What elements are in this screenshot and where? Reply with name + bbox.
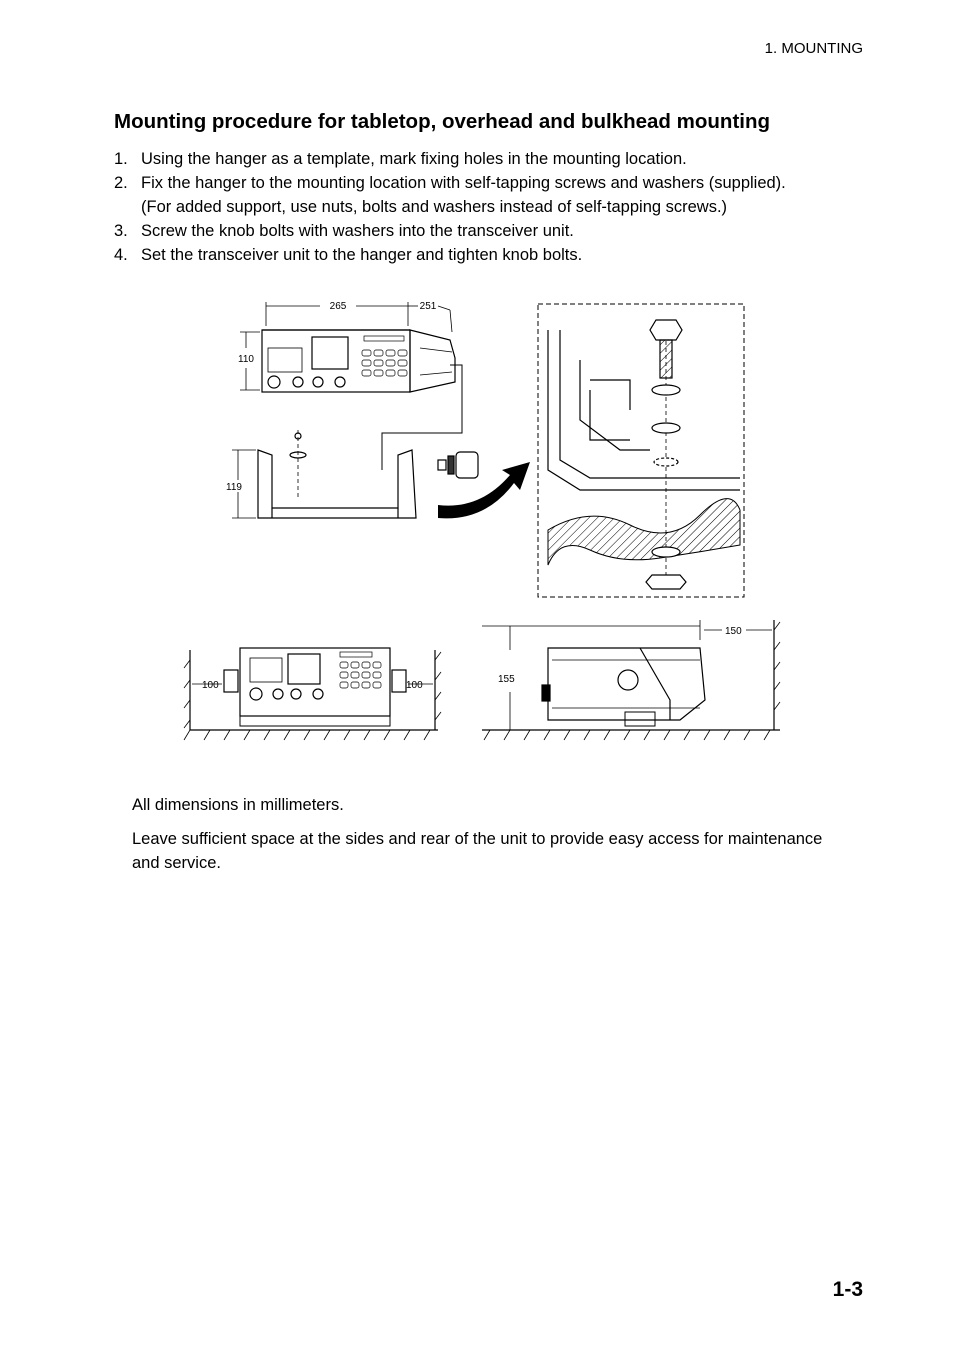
dimension-label-side-right: 100 <box>406 680 423 691</box>
dimension-label-height: 110 <box>238 354 254 365</box>
dimension-label-depth: 251 <box>419 301 437 312</box>
dimension-label-side-left: 100 <box>202 680 219 691</box>
bolt-detail-view <box>538 304 744 597</box>
rear-clearance-view <box>482 620 780 740</box>
step-number: 2. <box>114 174 128 192</box>
dimension-label-clear-height: 155 <box>498 674 515 685</box>
side-clearance-view <box>184 648 441 740</box>
step-number: 1. <box>114 150 128 168</box>
step-text: Using the hanger as a template, mark fixing holes in the mounting location. <box>141 150 687 168</box>
knob-bolt-icon <box>438 452 478 478</box>
step-text: Set the transceiver unit to the hanger and tighten knob bolts. <box>141 246 583 264</box>
step-number: 3. <box>114 222 128 240</box>
list-item <box>114 171 874 219</box>
access-note: Leave sufficient space at the sides and rear of the unit to provide easy access for maintenance and service. <box>132 830 823 872</box>
transceiver-unit-top <box>262 330 455 392</box>
list-item <box>114 243 874 267</box>
list-item <box>114 147 874 171</box>
dimension-label-width: 265 <box>329 301 347 312</box>
dimensions-note: All dimensions in millimeters. <box>132 796 344 814</box>
dimension-label-rear: 150 <box>725 626 742 637</box>
chapter-header: 1. MOUNTING <box>764 40 863 57</box>
connector-line <box>382 365 462 470</box>
hanger-bracket <box>258 430 416 518</box>
mounting-diagram <box>180 290 790 750</box>
step-text: Fix the hanger to the mounting location with self-tapping screws and washers (supplied). <box>141 174 786 192</box>
procedure-list <box>114 147 874 267</box>
page-number: 1-3 <box>832 1278 863 1301</box>
section-title: Mounting procedure for tabletop, overhead and bulkhead mounting <box>114 110 771 133</box>
step-text: Screw the knob bolts with washers into the transceiver unit. <box>141 222 574 240</box>
list-item <box>114 219 874 243</box>
step-number: 4. <box>114 246 128 264</box>
dimension-label-hanger: 119 <box>226 482 242 493</box>
step-text-note: (For added support, use nuts, bolts and washers instead of self-tapping screws.) <box>141 198 728 216</box>
